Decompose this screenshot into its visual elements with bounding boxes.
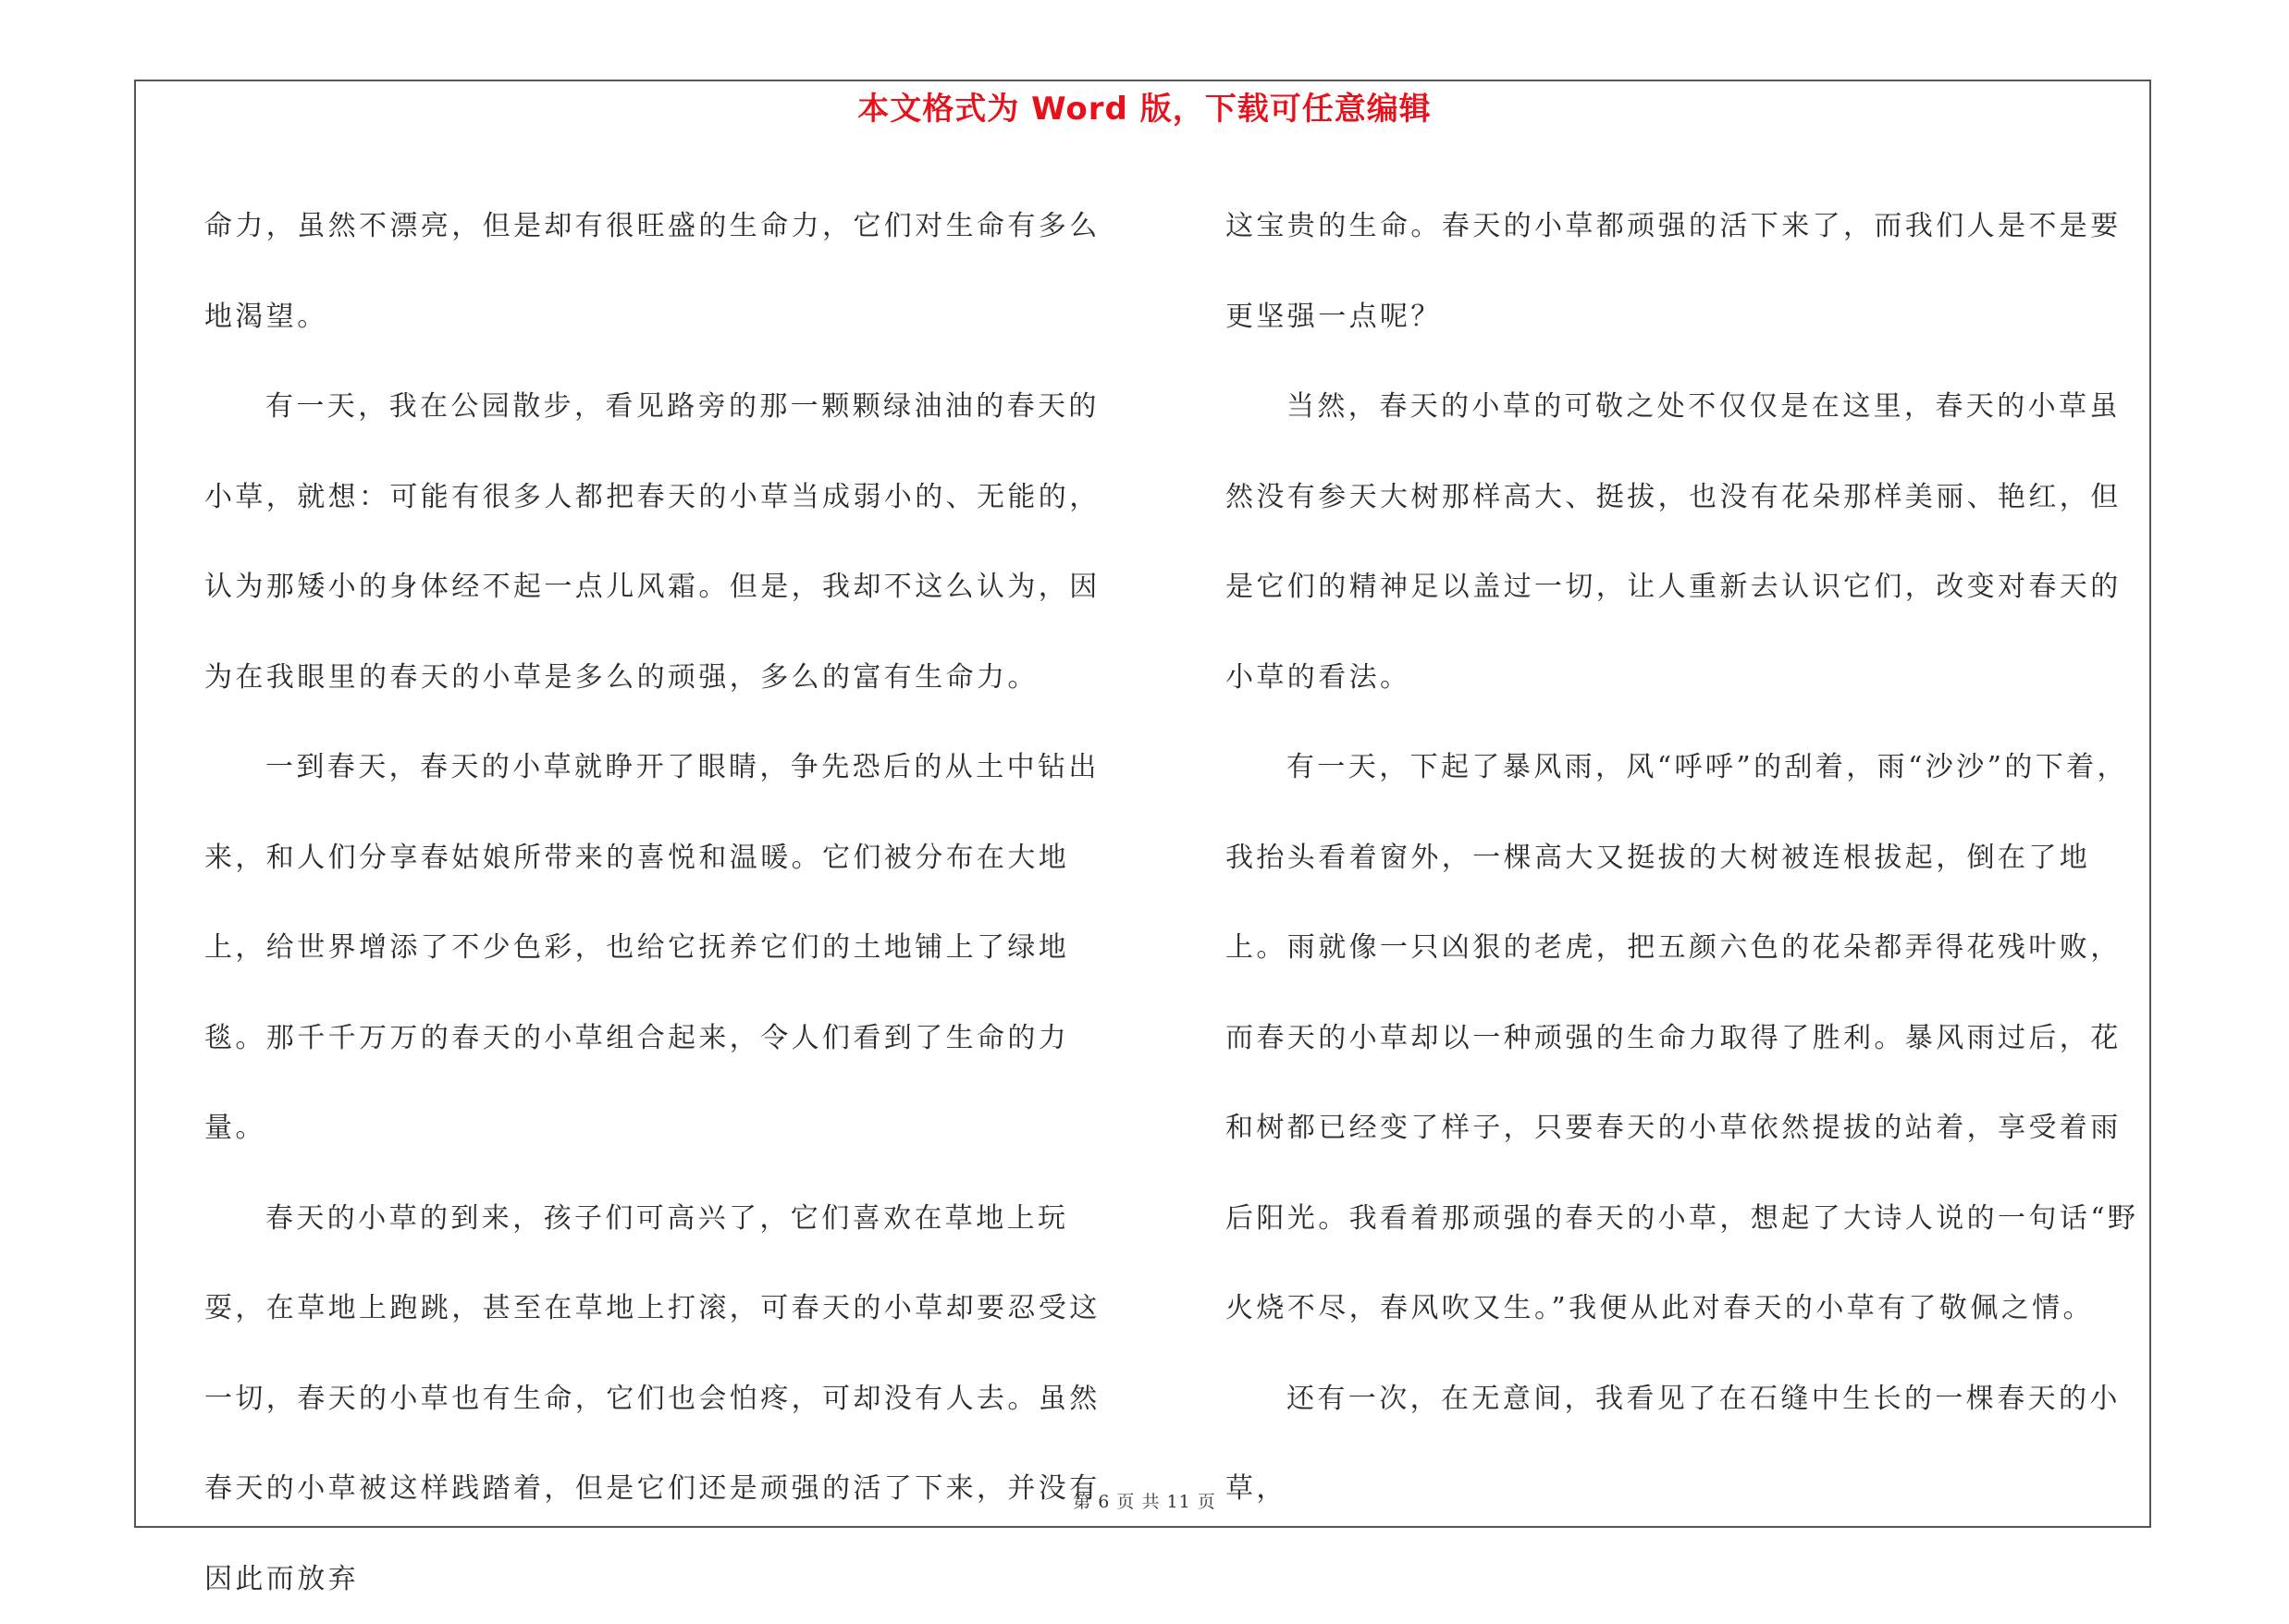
word-format-banner: 本文格式为 Word 版，下载可任意编辑 xyxy=(0,91,2289,128)
paragraph: 当然，春天的小草的可敬之处不仅仅是在这里，春天的小草虽然没有参天大树那样高大、挺拔，也没有花朵那样美丽、艳红，但是它们的精神足以盖过一切，让人重新去认识它们，改变对春天的小草的看法。 xyxy=(1225,362,2150,722)
paragraph-continued: 命力，虽然不漂亮，但是却有很旺盛的生命力，它们对生命有多么地渴望。 xyxy=(204,181,1129,362)
paragraph: 春天的小草的到来，孩子们可高兴了，它们喜欢在草地上玩耍，在草地上跑跳，甚至在草地上打滚，可春天的小草却要忍受这一切，春天的小草也有生命，它们也会怕疼，可却没有人去。虽然春天的小草被这样践踏着，但是它们还是顽强的活了下来，并没有因此而放弃 xyxy=(204,1174,1129,1624)
right-text-column xyxy=(1225,181,2150,1534)
left-text-column xyxy=(204,181,1129,1624)
page-number: 第 6 页 共 11 页 xyxy=(0,1491,2289,1513)
paragraph: 一到春天，春天的小草就睁开了眼睛，争先恐后的从土中钻出来，和人们分享春姑娘所带来的喜悦和温暖。它们被分布在大地上，给世界增添了不少色彩，也给它抚养它们的土地铺上了绿地毯。那千千万万的春天的小草组合起来，令人们看到了生命的力量。 xyxy=(204,722,1129,1174)
paragraph-continued: 这宝贵的生命。春天的小草都顽强的活下来了，而我们人是不是要更坚强一点呢？ xyxy=(1225,181,2150,362)
paragraph: 还有一次，在无意间，我看见了在石缝中生长的一棵春天的小草， xyxy=(1225,1354,2150,1534)
paragraph: 有一天，我在公园散步，看见路旁的那一颗颗绿油油的春天的小草，就想：可能有很多人都把春天的小草当成弱小的、无能的，认为那矮小的身体经不起一点儿风霜。但是，我却不这么认为，因为在我眼里的春天的小草是多么的顽强，多么的富有生命力。 xyxy=(204,362,1129,722)
paragraph: 有一天，下起了暴风雨，风“呼呼”的刮着，雨“沙沙”的下着，我抬头看着窗外，一棵高大又挺拔的大树被连根拔起，倒在了地上。雨就像一只凶狠的老虎，把五颜六色的花朵都弄得花残叶败，而春天的小草却以一种顽强的生命力取得了胜利。暴风雨过后，花和树都已经变了样子，只要春天的小草依然提拔的站着，享受着雨后阳光。我看着那顽强的春天的小草，想起了大诗人说的一句话“野火烧不尽，春风吹又生。”我便从此对春天的小草有了敬佩之情。 xyxy=(1225,722,2150,1354)
